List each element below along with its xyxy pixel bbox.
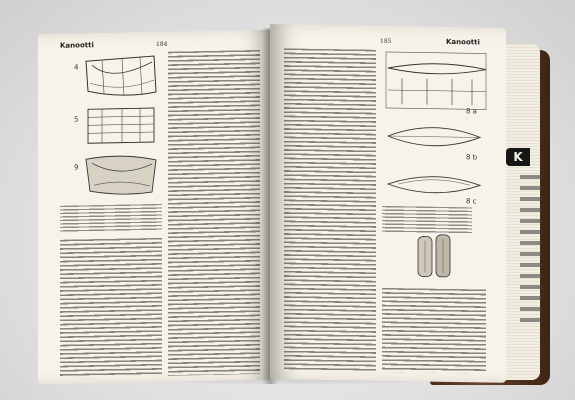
figure-label-8a: 8 a bbox=[466, 107, 477, 116]
figure-caption-left bbox=[60, 204, 162, 232]
right-text-column-1 bbox=[284, 48, 376, 371]
figure-number-9: 9 bbox=[74, 163, 79, 172]
canoe-frame-diagram bbox=[82, 52, 160, 101]
canoe-plan-diagram-8a bbox=[382, 48, 492, 114]
thumb-index-edge-marks bbox=[520, 175, 542, 325]
canoe-side-diagram-8b bbox=[384, 116, 484, 158]
figure-caption-right bbox=[382, 206, 472, 233]
figure-label-8c: 8 c bbox=[466, 197, 477, 206]
left-text-column-1 bbox=[60, 238, 162, 378]
thumb-index-tab bbox=[506, 148, 530, 166]
right-page-number: 185 bbox=[380, 37, 392, 46]
right-page bbox=[270, 24, 506, 383]
left-running-head: Kanootti bbox=[60, 41, 94, 50]
left-text-column-2 bbox=[168, 50, 260, 376]
left-page bbox=[38, 30, 270, 384]
thumb-index-letter: K bbox=[513, 150, 523, 164]
right-running-head: Kanootti bbox=[446, 37, 480, 47]
figure-number-5: 5 bbox=[74, 115, 79, 124]
canoe-ribs-diagram bbox=[82, 102, 160, 149]
figure-number-4: 4 bbox=[74, 63, 79, 72]
right-text-column-2 bbox=[382, 288, 486, 374]
left-page-number: 184 bbox=[156, 40, 168, 48]
figure-label-8b: 8 b bbox=[466, 153, 478, 162]
canoe-paddle-illustration bbox=[410, 232, 460, 283]
canoe-hull-sketch bbox=[82, 148, 160, 199]
